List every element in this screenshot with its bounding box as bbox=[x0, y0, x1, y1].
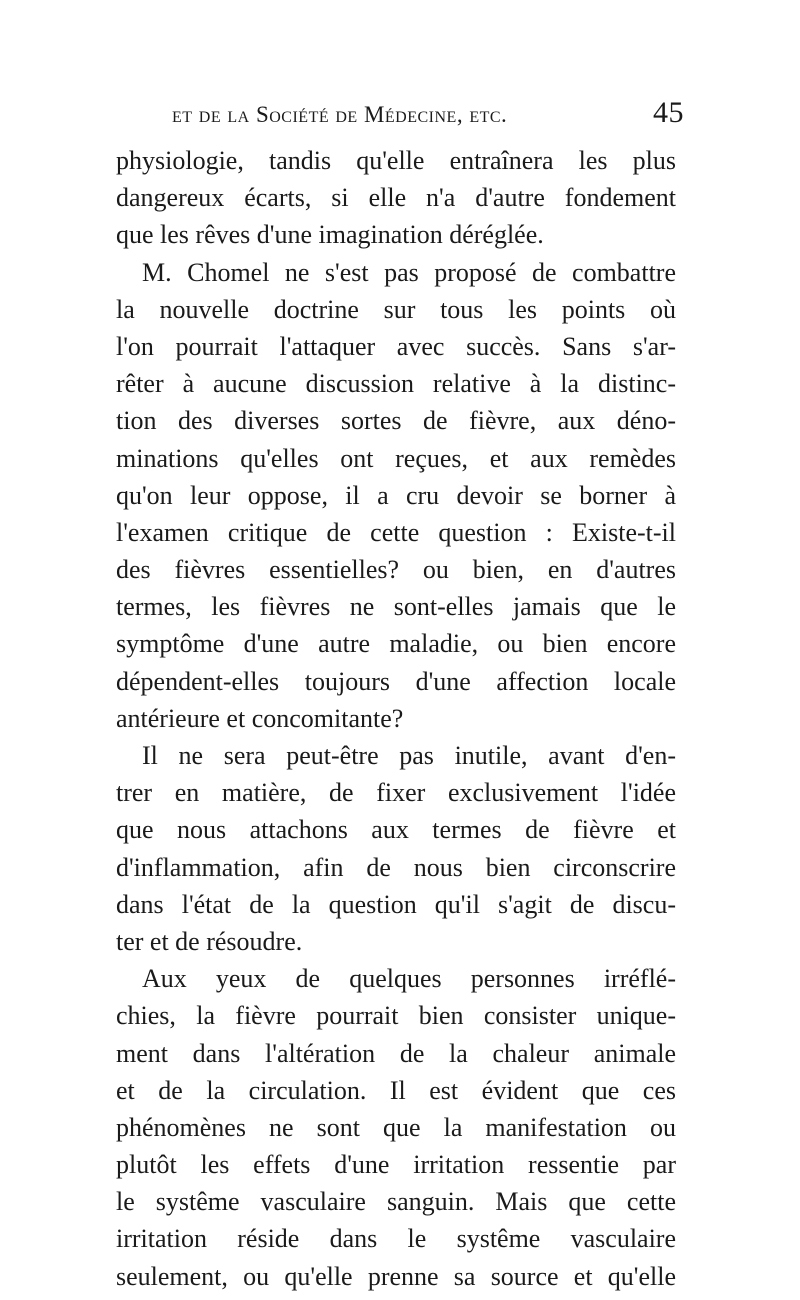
text-line: d'inflammation, afin de nous bien circonscrire bbox=[116, 852, 676, 882]
text-line: Aux yeux de quelques personnes irréflé- bbox=[142, 964, 676, 994]
text-line: des fièvres essentielles? ou bien, en d'autres bbox=[116, 555, 676, 585]
text-line: dans l'état de la question qu'il s'agit de discu- bbox=[116, 889, 676, 919]
text-line: M. Chomel ne s'est pas proposé de combattre bbox=[142, 257, 676, 287]
page-number: 45 bbox=[653, 96, 684, 129]
running-title: et de la Société de Médecine, etc. bbox=[172, 102, 508, 127]
text-line: trer en matière, de fixer exclusivement l'idée bbox=[116, 778, 676, 808]
running-head bbox=[172, 96, 684, 136]
text-line: l'on pourrait l'attaquer avec succès. Sans s'ar- bbox=[116, 331, 676, 361]
text-line: que nous attachons aux termes de fièvre et bbox=[116, 815, 676, 845]
text-line: chies, la fièvre pourrait bien consister unique- bbox=[116, 1001, 676, 1031]
text-line: l'examen critique de cette question : Existe-t-il bbox=[116, 517, 676, 547]
text-line: et de la circulation. Il est évident que ces bbox=[116, 1075, 676, 1105]
text-line: irritation réside dans le systême vasculaire bbox=[116, 1224, 676, 1254]
text-line: le systême vasculaire sanguin. Mais que cette bbox=[116, 1187, 676, 1217]
text-line: physiologie, tandis qu'elle entraînera les plus bbox=[116, 146, 676, 175]
text-line: qu'on leur oppose, il a cru devoir se borner à bbox=[116, 480, 676, 510]
text-line: ter et de résoudre. bbox=[116, 926, 303, 956]
text-line: Il ne sera peut-être pas inutile, avant d'en- bbox=[142, 741, 676, 770]
text-line: ment dans l'altération de la chaleur animale bbox=[116, 1038, 676, 1068]
text-line: dangereux écarts, si elle n'a d'autre fondement bbox=[116, 183, 676, 213]
text-line: rêter à aucune discussion relative à la distinc- bbox=[116, 369, 676, 399]
text-line: seulement, ou qu'elle prenne sa source et qu'elle bbox=[116, 1261, 676, 1291]
text-line: plutôt les effets d'une irritation ressentie par bbox=[116, 1150, 676, 1180]
text-line: que les rêves d'une imagination déréglée. bbox=[116, 220, 544, 250]
body-text bbox=[116, 142, 676, 1295]
text-line: minations qu'elles ont reçues, et aux remèdes bbox=[116, 443, 676, 473]
text-line: symptôme d'une autre maladie, ou bien encore bbox=[116, 629, 676, 659]
text-line: dépendent-elles toujours d'une affection locale bbox=[116, 666, 676, 696]
text-line: antérieure et concomitante? bbox=[116, 703, 404, 733]
text-line: la nouvelle doctrine sur tous les points où bbox=[116, 294, 676, 324]
text-line: phénomènes ne sont que la manifestation ou bbox=[116, 1112, 676, 1142]
text-line: tion des diverses sortes de fièvre, aux déno- bbox=[116, 406, 676, 436]
text-line: termes, les fièvres ne sont-elles jamais que le bbox=[116, 592, 676, 622]
